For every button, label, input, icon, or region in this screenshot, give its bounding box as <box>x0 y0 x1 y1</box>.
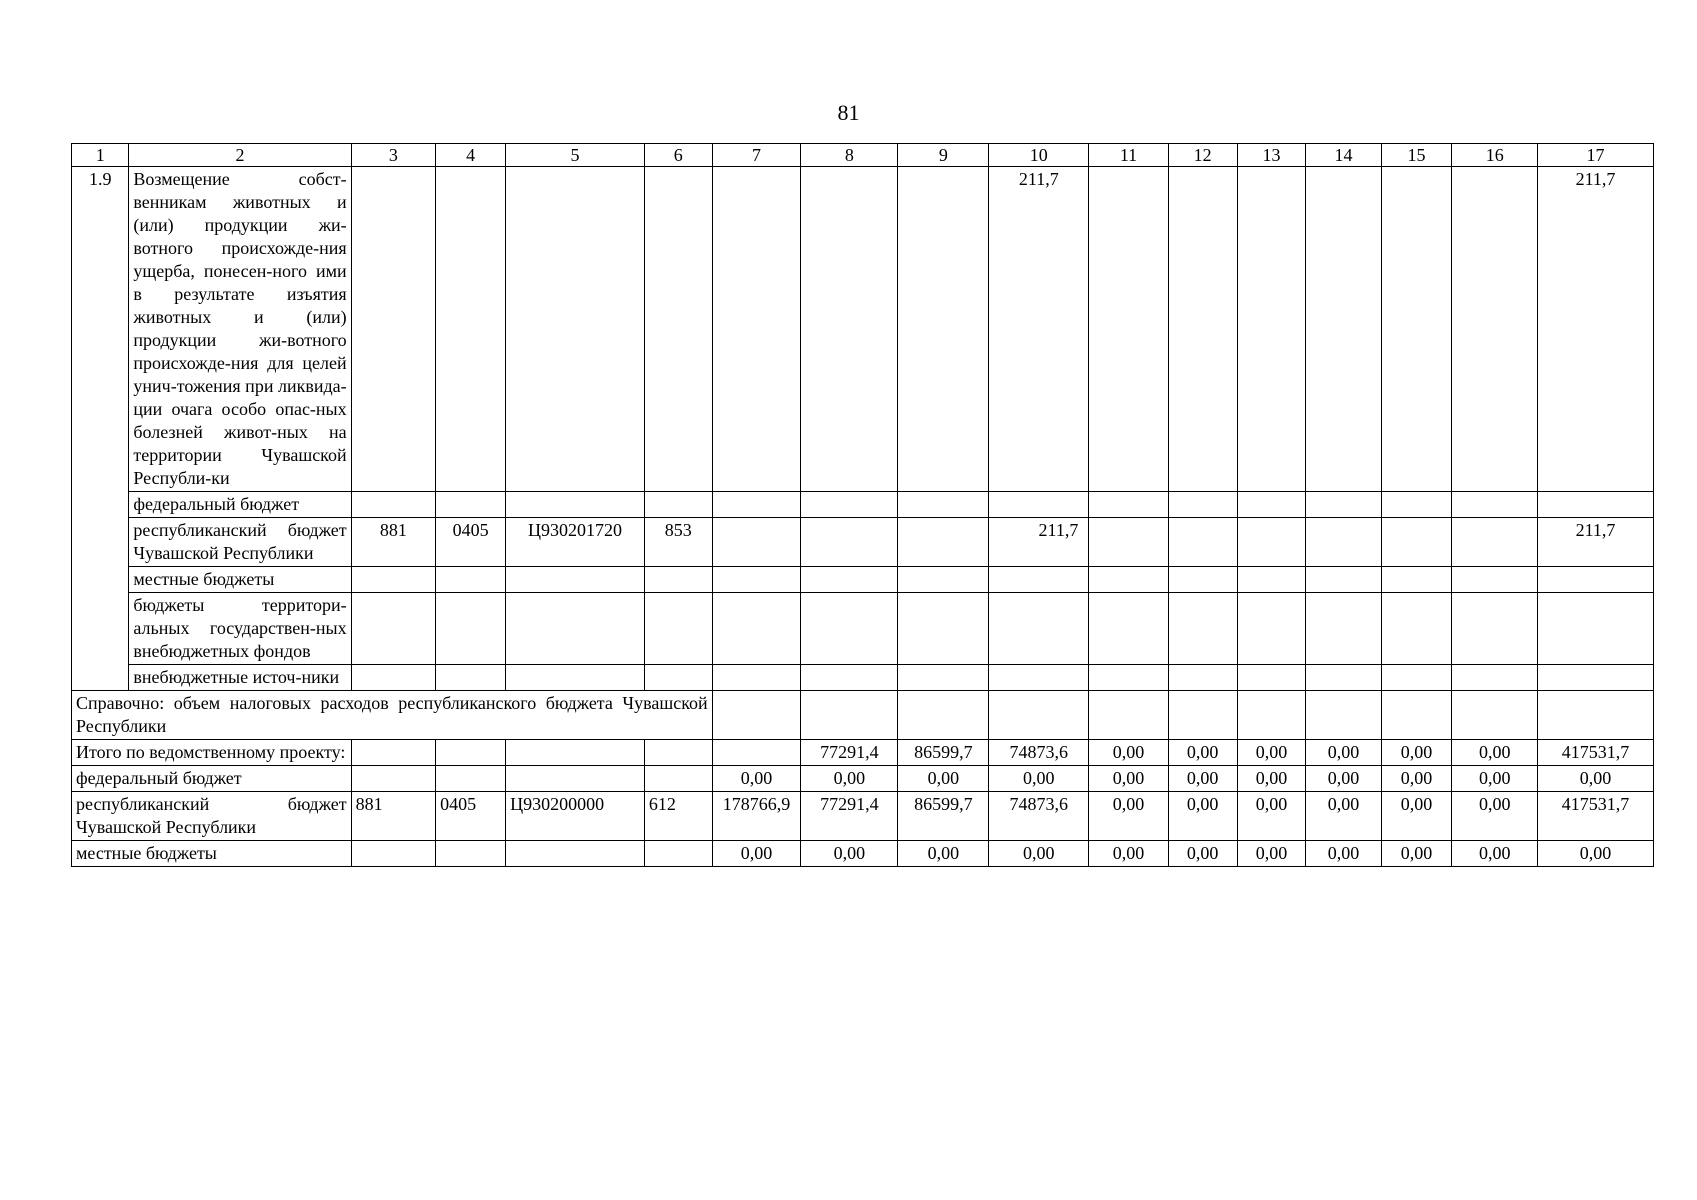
value-col17: 211,7 <box>1538 518 1654 567</box>
value-cell: 0,00 <box>712 766 801 792</box>
code-col3: 881 <box>351 792 436 841</box>
value-cell: 0,00 <box>1306 841 1381 867</box>
header-cell: 6 <box>644 144 712 167</box>
page-number: 81 <box>837 100 860 125</box>
header-cell: 10 <box>989 144 1089 167</box>
value-cell: 0,00 <box>1168 766 1237 792</box>
header-cell: 16 <box>1452 144 1538 167</box>
code-col5: Ц930201720 <box>506 518 645 567</box>
section-title-row <box>72 167 1654 492</box>
row-label: федеральный бюджет <box>129 492 351 518</box>
section-extra-row <box>72 665 1654 691</box>
value-cell: 0,00 <box>1452 766 1538 792</box>
header-cell: 11 <box>1089 144 1168 167</box>
section-number: 1.9 <box>72 167 129 691</box>
header-cell: 2 <box>129 144 351 167</box>
value-cell: 0,00 <box>1306 766 1381 792</box>
header-cell: 8 <box>801 144 898 167</box>
total-label: Итого по ведомственному проекту: <box>72 740 352 766</box>
value-cell <box>712 740 801 766</box>
row-label: бюджеты территори-альных государствен-ных внебюджетных фондов <box>129 593 351 665</box>
section-total-col10: 211,7 <box>989 167 1089 492</box>
reference-label: Справочно: объем налоговых расходов республиканского бюджета Чувашской Республики <box>72 691 713 740</box>
value-cell: 0,00 <box>1452 740 1538 766</box>
value-col10: 211,7 <box>989 518 1089 567</box>
total-federal-row <box>72 766 1654 792</box>
row-label: республиканский бюджет Чувашской Республики <box>129 518 351 567</box>
value-cell: 0,00 <box>1306 740 1381 766</box>
header-cell: 4 <box>436 144 506 167</box>
budget-table <box>71 143 1654 867</box>
header-row <box>72 144 1654 167</box>
value-cell: 0,00 <box>1538 841 1654 867</box>
header-cell: 1 <box>72 144 129 167</box>
row-label: федеральный бюджет <box>72 766 352 792</box>
header-cell: 17 <box>1538 144 1654 167</box>
section-federal-row <box>72 492 1654 518</box>
value-cell: 74873,6 <box>989 740 1089 766</box>
value-cell: 0,00 <box>1237 841 1306 867</box>
value-cell: 0,00 <box>1381 766 1452 792</box>
header-cell: 14 <box>1306 144 1381 167</box>
section-funds-row <box>72 593 1654 665</box>
value-cell: 0,00 <box>898 766 989 792</box>
value-cell: 0,00 <box>1237 740 1306 766</box>
row-label: местные бюджеты <box>129 567 351 593</box>
value-cell: 77291,4 <box>801 792 898 841</box>
header-cell: 5 <box>506 144 645 167</box>
value-cell: 77291,4 <box>801 740 898 766</box>
header-cell: 9 <box>898 144 989 167</box>
value-cell: 0,00 <box>1381 740 1452 766</box>
value-cell: 0,00 <box>801 766 898 792</box>
header-cell: 13 <box>1237 144 1306 167</box>
value-cell: 0,00 <box>1452 792 1538 841</box>
code-col6: 853 <box>644 518 712 567</box>
value-cell: 0,00 <box>1168 740 1237 766</box>
total-row <box>72 740 1654 766</box>
code-col6: 612 <box>644 792 712 841</box>
value-cell: 417531,7 <box>1538 740 1654 766</box>
section-republic-row <box>72 518 1654 567</box>
value-cell: 0,00 <box>989 766 1089 792</box>
value-cell: 0,00 <box>989 841 1089 867</box>
value-cell: 0,00 <box>1089 841 1168 867</box>
header-cell: 15 <box>1381 144 1452 167</box>
value-cell: 0,00 <box>1168 841 1237 867</box>
value-cell: 0,00 <box>1089 740 1168 766</box>
section-total-col17: 211,7 <box>1538 167 1654 492</box>
value-cell: 0,00 <box>898 841 989 867</box>
value-cell: 0,00 <box>1089 792 1168 841</box>
value-cell: 0,00 <box>801 841 898 867</box>
row-label: внебюджетные источ-ники <box>129 665 351 691</box>
code-col5: Ц930200000 <box>506 792 645 841</box>
total-local-row <box>72 841 1654 867</box>
value-cell: 0,00 <box>1237 766 1306 792</box>
value-cell: 0,00 <box>1538 766 1654 792</box>
value-cell: 0,00 <box>1381 792 1452 841</box>
value-cell: 0,00 <box>1306 792 1381 841</box>
value-cell: 0,00 <box>1452 841 1538 867</box>
section-title: Возмещение собст-венникам животных и (или) продукции жи-вотного происхожде-ния ущерба, понесен-ного ими в результате изъятия животных и (или) продукции жи-вотного происхожде-ния для целей унич-тожения при ликвида-ции очага особо опас-ных болезней живот-ных на территории Чувашской Республи-ки <box>129 167 351 492</box>
header-cell: 12 <box>1168 144 1237 167</box>
row-label: местные бюджеты <box>72 841 352 867</box>
header-cell: 7 <box>712 144 801 167</box>
value-cell: 178766,9 <box>712 792 801 841</box>
value-cell: 74873,6 <box>989 792 1089 841</box>
section-local-row <box>72 567 1654 593</box>
reference-row <box>72 691 1654 740</box>
value-cell: 0,00 <box>1168 792 1237 841</box>
value-cell: 0,00 <box>1381 841 1452 867</box>
value-cell: 86599,7 <box>898 792 989 841</box>
header-cell: 3 <box>351 144 436 167</box>
value-cell: 0,00 <box>1237 792 1306 841</box>
total-republic-row <box>72 792 1654 841</box>
value-cell: 417531,7 <box>1538 792 1654 841</box>
value-cell: 0,00 <box>1089 766 1168 792</box>
code-col4: 0405 <box>436 518 506 567</box>
code-col3: 881 <box>351 518 436 567</box>
code-col4: 0405 <box>436 792 506 841</box>
value-cell: 86599,7 <box>898 740 989 766</box>
row-label: республиканский бюджет Чувашской Республики <box>72 792 352 841</box>
value-cell: 0,00 <box>712 841 801 867</box>
